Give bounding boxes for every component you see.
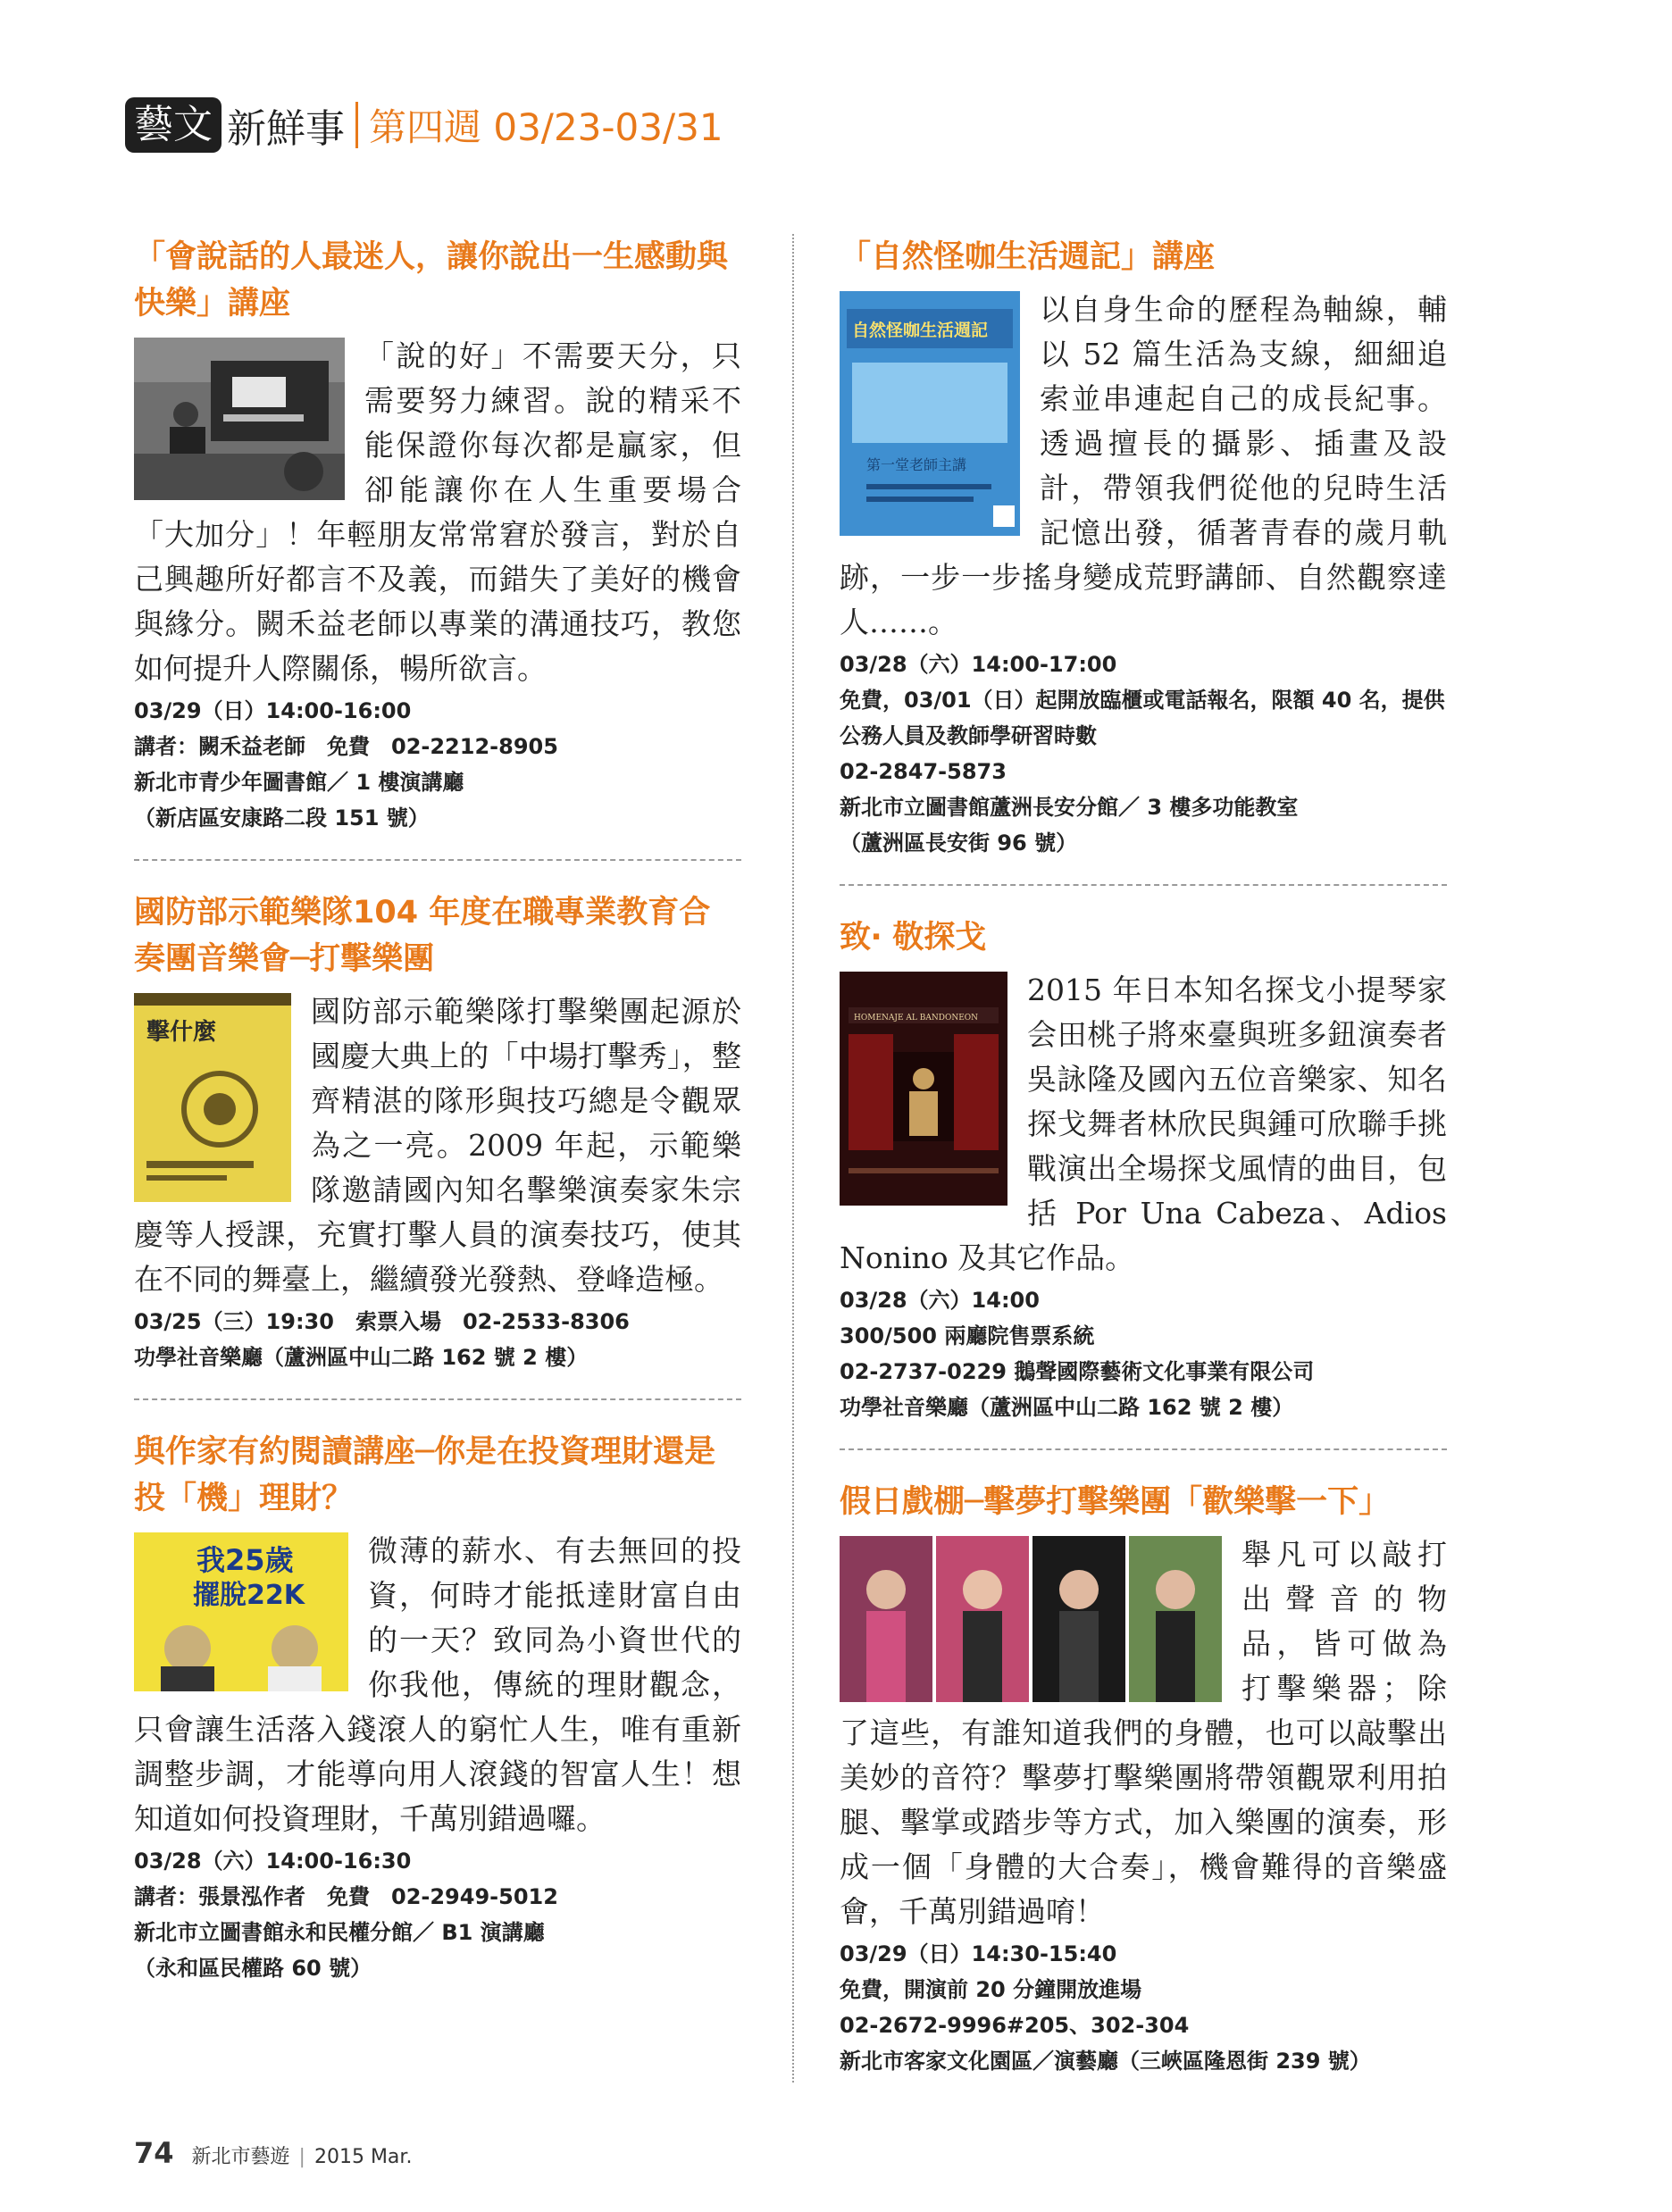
footer-divider: | xyxy=(298,2146,305,2168)
column-divider xyxy=(792,234,794,2083)
info-line: 03/28（六）14:00-16:30 xyxy=(134,1849,412,1874)
magazine-name: 新北市藝遊 xyxy=(191,2146,290,2168)
info-line: （永和區民權路 60 號） xyxy=(134,1956,372,1981)
poster-title: 擊什麼 xyxy=(146,1019,217,1046)
article-divider xyxy=(840,1448,1447,1450)
article-speech-lecture xyxy=(134,234,741,836)
poster-title: 自然怪咖生活週記 xyxy=(852,321,989,340)
category-word: 新鮮事 xyxy=(227,106,345,152)
article-divider xyxy=(134,1398,741,1400)
cover-subtitle: 擺脫22K xyxy=(193,1580,305,1611)
info-line: 新北市青少年圖書館／ 1 樓演講廳 xyxy=(134,770,464,795)
info-line: 03/29（日）14:30-15:40 xyxy=(840,1941,1117,1966)
left-column xyxy=(134,234,741,1986)
info-line: 免費，開演前 20 分鐘開放進場 xyxy=(840,1977,1142,2002)
info-line: 02-2737-0229 鵝聲國際藝術文化事業有限公司 xyxy=(840,1359,1315,1384)
info-line: （蘆洲區長安街 96 號） xyxy=(840,831,1078,856)
info-line: 03/28（六）14:00 xyxy=(840,1288,1040,1313)
article-tango-tribute xyxy=(840,914,1447,1425)
info-line: （新店區安康路二段 151 號） xyxy=(134,806,430,831)
info-line: 02-2847-5873 xyxy=(840,759,1007,784)
article-body: 舉凡可以敲打出聲音的物品，皆可做為打擊樂器；除了這些，有誰知道我們的身體，也可以敲擊出美妙的音符？擊夢打擊樂團將帶領觀眾利用拍腿、擊掌或踏步等方式，加入樂團的演奏，形成一個「身體的大合奏」，機會難得的音樂盛會，千萬別錯過唷！ xyxy=(840,1537,1447,1929)
info-line: 03/29（日）14:00-16:00 xyxy=(134,698,412,723)
cover-title: 我25歲 xyxy=(196,1543,294,1577)
article-finance-talk xyxy=(134,1429,741,1986)
info-line: 功學社音樂廳（蘆洲區中山二路 162 號 2 樓） xyxy=(134,1345,589,1370)
event-info xyxy=(134,693,741,836)
tango-poster xyxy=(840,972,1007,1206)
info-line: 講者：闕禾益老師 免費 02-2212-8905 xyxy=(134,734,558,759)
diary-poster xyxy=(840,291,1020,536)
article-title: 與作家有約閱讀講座─你是在投資理財還是投「機」理財？ xyxy=(134,1434,716,1516)
header-divider xyxy=(355,102,358,148)
article-divider xyxy=(840,884,1447,886)
article-nature-diary xyxy=(840,234,1447,861)
lecture-photo xyxy=(134,338,345,500)
right-column xyxy=(840,234,1447,2079)
info-line: 新北市立圖書館蘆洲長安分館／ 3 樓多功能教室 xyxy=(840,795,1299,820)
article-title: 「自然怪咖生活週記」講座 xyxy=(840,239,1216,275)
concert-poster xyxy=(134,993,291,1202)
article-body: 國防部示範樂隊打擊樂團起源於國慶大典上的「中場打擊秀」，整齊精湛的隊形與技巧總是令觀眾為之一亮。2009 年起，示範樂隊邀請國內知名擊樂演奏家朱宗慶等人授課，充實打擊人員的演奏技巧，使其在不同的舞臺上，繼續發光發熱、登峰造極。 xyxy=(134,994,741,1297)
event-info xyxy=(840,647,1447,861)
event-info xyxy=(840,1936,1447,2079)
info-line: 03/25（三）19:30 索票入場 02-2533-8306 xyxy=(134,1309,630,1334)
article-body: 2015 年日本知名探戈小提琴家会田桃子將來臺與班多鈕演奏者吳詠隆及國內五位音樂家、知名探戈舞者林欣民與鍾可欣聯手挑戰演出全場探戈風情的曲目，包括 Por Una Cabeza、Adios Nonino 及其它作品。 xyxy=(840,972,1447,1275)
info-line: 新北市客家文化園區／演藝廳（三峽區隆恩街 239 號） xyxy=(840,2049,1371,2074)
page-number: 74 xyxy=(134,2136,174,2170)
info-line: 講者：張景泓作者 免費 02-2949-5012 xyxy=(134,1884,558,1909)
article-title: 假日戲棚─擊夢打擊樂團「歡樂擊一下」 xyxy=(840,1484,1391,1520)
article-band-concert xyxy=(134,889,741,1375)
event-info xyxy=(134,1304,741,1375)
info-line: 02-2672-9996#205、302-304 xyxy=(840,2013,1190,2038)
article-body: 以自身生命的歷程為軸線，輔以 52 篇生活為支線，細細追索並串連起自己的成長紀事。透過擅長的攝影、插畫及設計，帶領我們從他的兒時生活記憶出發，循著青春的歲月軌跡，一步一步搖身變成荒野講師、自然觀察達人……。 xyxy=(840,292,1447,639)
event-info xyxy=(840,1282,1447,1425)
issue-date: 2015 Mar. xyxy=(314,2146,413,2168)
category-box: 藝文 xyxy=(125,97,222,153)
info-line: 300/500 兩廳院售票系統 xyxy=(840,1323,1095,1348)
article-title: 「會說話的人最迷人，讓你說出一生感動與快樂」講座 xyxy=(134,239,729,321)
event-info xyxy=(134,1843,741,1986)
page-header xyxy=(125,96,723,154)
info-line: 功學社音樂廳（蘆洲區中山二路 162 號 2 樓） xyxy=(840,1395,1294,1420)
week-label: 第四週 03/23-03/31 xyxy=(369,105,723,149)
info-line: 免費，03/01（日）起開放臨櫃或電話報名，限額 40 名，提供公務人員及教師學研習時數 xyxy=(840,688,1445,748)
article-title: 國防部示範樂隊104 年度在職專業教育合奏團音樂會─打擊樂團 xyxy=(134,895,711,977)
article-title: 致‧ 敬探戈 xyxy=(840,920,987,956)
info-line: 03/28（六）14:00-17:00 xyxy=(840,652,1117,677)
book-cover xyxy=(134,1532,348,1691)
info-line: 新北市立圖書館永和民權分館／ B1 演講廳 xyxy=(134,1920,545,1945)
poster-title: HOMENAJE AL BANDONEON xyxy=(854,1014,979,1023)
performers-photo xyxy=(840,1536,1222,1702)
article-body: 「說的好」不需要天分，只需要努力練習。說的精采不能保證你每次都是贏家，但卻能讓你在人生重要場合「大加分」！年輕朋友常常窘於發言，對於自己興趣所好都言不及義，而錯失了美好的機會與緣分。闕禾益老師以專業的溝通技巧，教您如何提升人際關係，暢所欲言。 xyxy=(134,338,741,686)
poster-subtitle: 第一堂老師主講 xyxy=(866,456,967,473)
article-body: 微薄的薪水、有去無回的投資，何時才能抵達財富自由的一天？致同為小資世代的你我他，傳統的理財觀念，只會讓生活落入錢滾人的窮忙人生，唯有重新調整步調，才能導向用人滾錢的智富人生！想知道如何投資理財，千萬別錯過囉。 xyxy=(134,1533,741,1836)
article-percussion-show xyxy=(840,1479,1447,2079)
page-footer xyxy=(134,2136,412,2170)
article-divider xyxy=(134,859,741,861)
